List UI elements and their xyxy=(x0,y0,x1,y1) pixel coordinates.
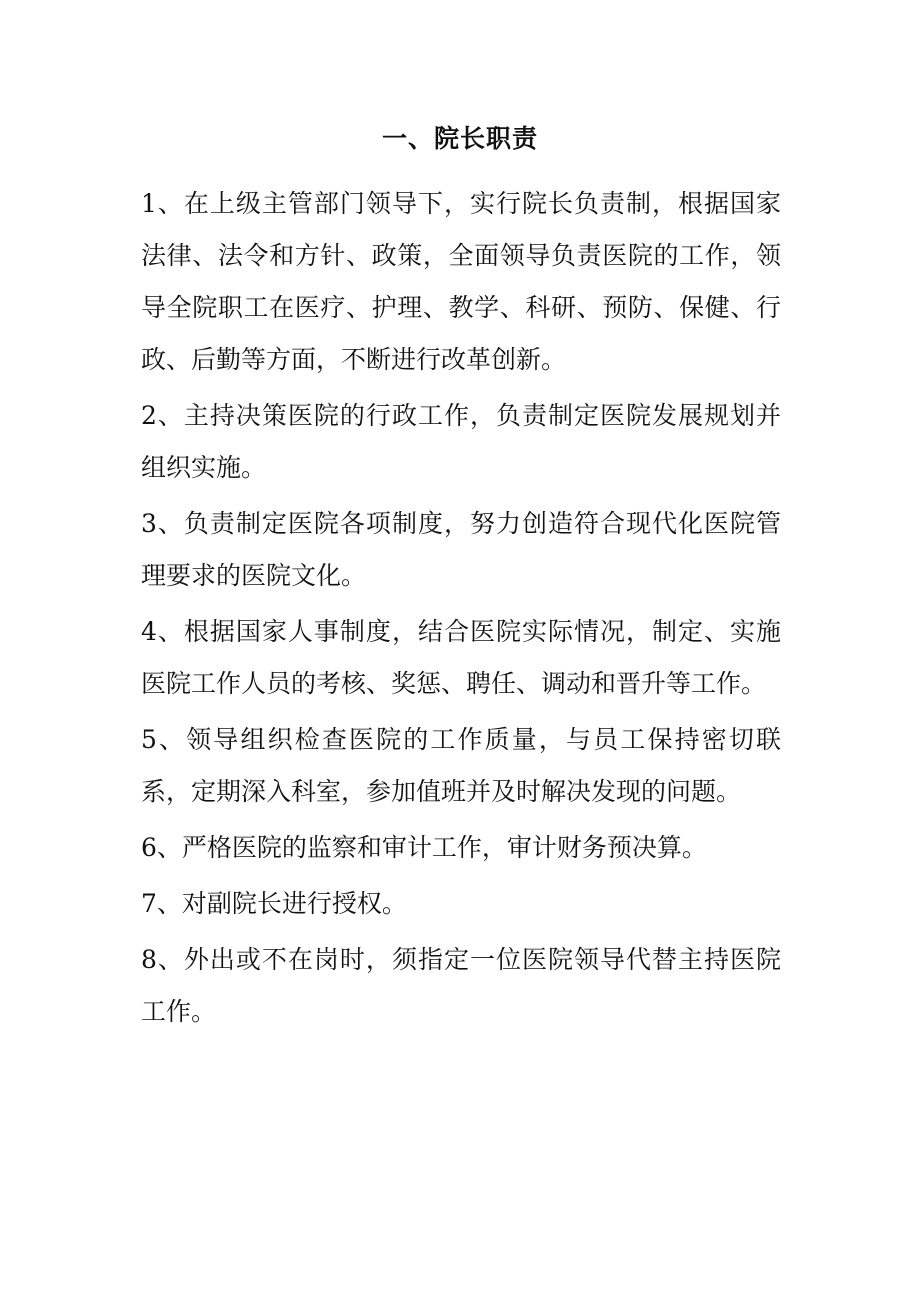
duty-item-6: 6、严格医院的监察和审计工作，审计财务预决算。 xyxy=(141,833,707,862)
duty-item-5: 5、领导组织检查医院的工作质量，与员工保持密切联系，定期深入科室，参加值班并及时解决发现的问题。 xyxy=(141,725,781,806)
page-title: 一、院长职责 xyxy=(381,124,538,153)
duty-item-8: 8、外出或不在岗时，须指定一位医院领导代替主持医院工作。 xyxy=(141,945,781,1026)
duty-item-4: 4、根据国家人事制度，结合医院实际情况，制定、实施医院工作人员的考核、奖惩、聘任、调动和晋升等工作。 xyxy=(141,617,781,698)
duty-item-1: 1、在上级主管部门领导下，实行院长负责制，根据国家法律、法令和方针、政策，全面领导负责医院的工作，领导全院职工在医疗、护理、教学、科研、预防、保健、行政、后勤等方面，不断进行改革创新。 xyxy=(141,189,781,374)
duty-item-7: 7、对副院长进行授权。 xyxy=(141,889,407,918)
duty-item-2: 2、主持决策医院的行政工作，负责制定医院发展规划并组织实施。 xyxy=(141,401,781,482)
duty-item-3: 3、负责制定医院各项制度，努力创造符合现代化医院管理要求的医院文化。 xyxy=(141,509,781,590)
duty-list xyxy=(141,178,781,1042)
